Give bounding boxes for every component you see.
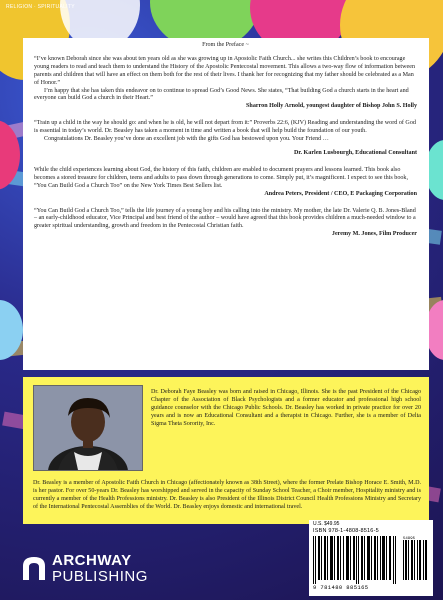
- author-portrait-icon: [34, 386, 142, 470]
- quote-1: “I’ve known Deborah since she was about ten years old as she was growing up in Apostolic Faith Church... she writes this Children’s book to encourage young readers to read and teach them to understand the History of the Apostolic Pentecostal movement. This allows a two-way flow of information between parents and children that will have an effect on them both for the rest of their lives. I thank her for recognizing that my father should be celebrated as a Man of Honor.”: [34, 55, 415, 86]
- publisher-name-line2: PUBLISHING: [52, 568, 148, 585]
- price-label: U.S. $49.95: [313, 521, 340, 527]
- author-1: Sharron Holly Arnold, youngest daughter of Bishop John S. Holly: [246, 103, 417, 110]
- bio-paragraph-2: Dr. Beasley is a member of Apostolic Faith Church in Chicago (affectionately known as 38th Street), where the former Prelate Bishop Horace E. Smith, M.D. is her pastor. For over 50-years Dr. Beasley has worshipped and served in the capacity of Sunday School Teacher, a Choir member, Hospitality ministry and is currently a member of the Health Professions ministry. Dr. Beasley is also President of the Illinois District Council Health Professions Ministry and Secretary of the International Pentecostal Assemblies of the World. Dr. Beasley enjoys domestic and international travel.: [33, 480, 421, 510]
- quote-3: While the child experiences learning about God, the history of this faith, children are enabled to document prayers and lessons learned. This book also becomes a stored treasure for children, teens and adults to pass down through generations to come. Simply put, it’s magnificent. I expect to see this book, “You Can Build God a Church Too” on the New York Times Best Sellers list.: [34, 166, 408, 189]
- barcode-icon: [313, 536, 429, 584]
- preface-heading: From the Preface ~: [202, 42, 249, 48]
- preface-panel: [23, 38, 429, 370]
- quote-2: “Train up a child in the way he should go: and when he is old, he will not depart from it:” Proverbs 22:6, (KJV) Reading and understanding the word of God is essential in today’s world. Dr. Beasley has taken a moment in time and written a book that will help build the foundation of our youth.: [34, 120, 416, 135]
- ean-number: 9 781480 885165: [313, 584, 369, 591]
- author-3: Andrea Peters, President / CEO, E Packaging Corporation: [264, 190, 417, 197]
- supplemental-code: 54995: [403, 537, 416, 541]
- isbn-label: ISBN 978-1-4808-8516-5: [313, 528, 379, 534]
- category-label: RELIGION · SPIRITUALITY: [6, 4, 75, 10]
- author-2: Dr. Karlen Lusbourgh, Educational Consultant: [293, 149, 417, 156]
- bio-paragraph-1: Dr. Deborah Faye Beasley was born and raised in Chicago, Illinois. She is the past President of the Chicago Chapter of the Association of Black Psychologists and a former educator and professional high school guidance counselor with the Chicago Public Schools. Dr. Beasley has worked in private practice for over 20 years and is now an Educational Consultant and a therapist in Chicago. Further, she is a member of Delta Sigma Theta Sorority, Inc.: [151, 389, 421, 427]
- author-4: Jeremy M. Jones, Film Producer: [331, 231, 417, 238]
- publisher-name-line1: ARCHWAY: [52, 552, 132, 569]
- quote-4: “You Can Build God a Church Too,” tells the life journey of a young boy and his calling into the ministry. My mother, the late Dr. Valerie Q. B. Jones-Bland – an early-childhood educator, Vice Principal and best friend of the author – would have agreed that this book provides children a much-needed window to a greater spiritual understanding, growth and freedom in the Pentecostal Christian faith.: [34, 207, 416, 230]
- quote-2b: Congratulations Dr. Beasley you’ve done an excellent job with the gifts God has bestowed upon you. Your Friend …: [44, 136, 329, 143]
- author-photo: [33, 385, 143, 471]
- publisher-logo: [20, 552, 180, 592]
- quote-1b: I’m happy that she has taken this endeavor on to continue to spread God’s Good News. She states, “That building God a church starts in the heart and everyone can build God a church in their Heart.”: [34, 87, 409, 102]
- archway-logo-icon: [20, 554, 48, 582]
- barcode-box: [309, 520, 433, 596]
- author-bio-panel: [23, 377, 429, 524]
